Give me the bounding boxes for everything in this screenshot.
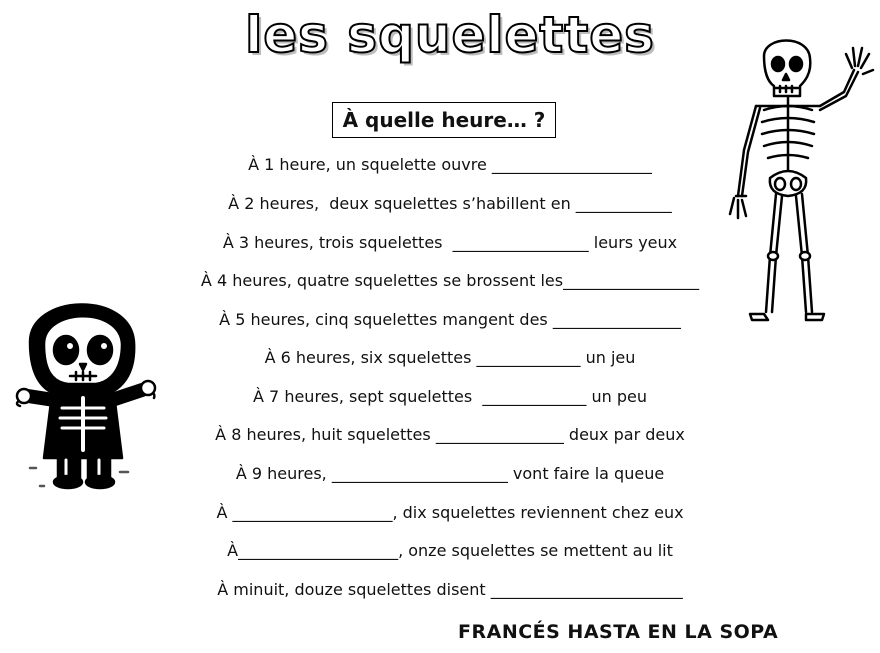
exercise-line-5: À 5 heures, cinq squelettes mangent des ________________	[219, 310, 681, 329]
exercise-line-7: À 7 heures, sept squelettes _____________ un peu	[253, 387, 647, 406]
subtitle-box	[332, 102, 556, 138]
footer-brand: FRANCÉS HASTA EN LA SOPA	[458, 621, 779, 643]
subtitle-text: À quelle heure… ?	[342, 108, 546, 132]
exercise-line-12: À minuit, douze squelettes disent ________________________	[217, 580, 683, 599]
exercise-line-2: À 2 heures, deux squelettes s’habillent en ____________	[228, 194, 672, 213]
skeleton-costume-illustration	[10, 272, 180, 492]
exercise-line-4: À 4 heures, quatre squelettes se brossent les_________________	[200, 271, 700, 290]
worksheet-title: les squelettes	[245, 6, 655, 64]
exercise-line-9: À 9 heures, ______________________ vont faire la queue	[235, 464, 665, 483]
exercise-line-6: À 6 heures, six squelettes _____________ un jeu	[264, 348, 636, 367]
exercise-line-11: À____________________, onze squelettes se mettent au lit	[227, 541, 673, 560]
exercise-line-1: À 1 heure, un squelette ouvre ____________________	[248, 155, 652, 174]
waving-skeleton-illustration	[716, 26, 880, 336]
exercise-line-8: À 8 heures, huit squelettes ________________ deux par deux	[215, 425, 685, 444]
exercise-line-10: À ____________________, dix squelettes reviennent chez eux	[216, 503, 684, 522]
exercise-line-3: À 3 heures, trois squelettes _________________ leurs yeux	[222, 233, 678, 252]
